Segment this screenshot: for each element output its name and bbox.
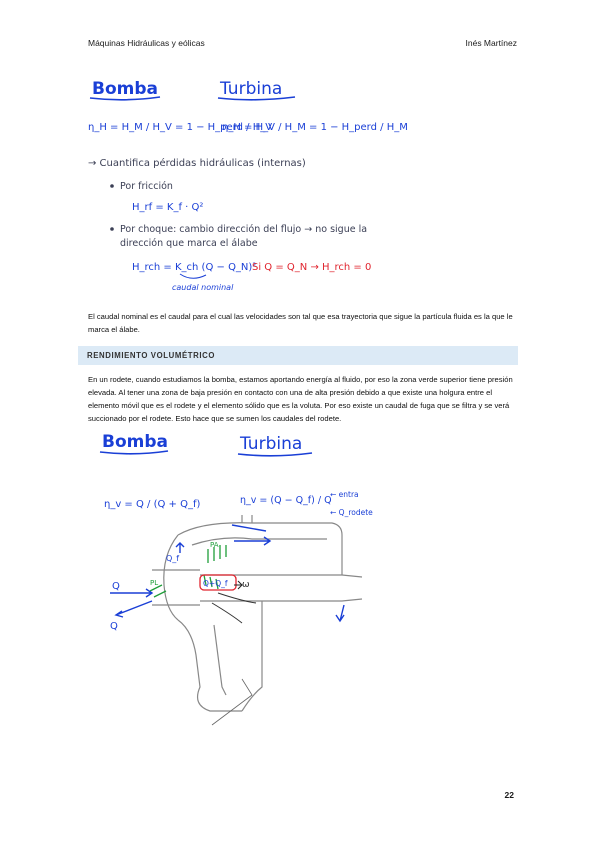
friction-bullet: Por fricción bbox=[120, 181, 173, 192]
eq-shock: H_rch = K_ch (Q − Q_N)² bbox=[132, 262, 257, 273]
header-title: Máquinas Hidráulicas y eólicas bbox=[88, 38, 205, 48]
label-high-pressure: PA bbox=[210, 541, 219, 549]
label-entra: ← entra bbox=[330, 490, 359, 499]
eq-nominal-condition: Si Q = Q_N → H_rch = 0 bbox=[252, 262, 372, 273]
header-author: Inés Martínez bbox=[465, 38, 517, 48]
label-inlet-flow: Q bbox=[112, 581, 120, 592]
nominal-flow-note: caudal nominal bbox=[172, 283, 234, 292]
leader-line bbox=[212, 679, 252, 725]
eq-turbina-volumetric: η_v = (Q − Q_f) / Q bbox=[240, 495, 332, 506]
losses-note: → Cuantifica pérdidas hidráulicas (internas) bbox=[88, 158, 306, 169]
label-angular-velocity: ω bbox=[242, 580, 250, 590]
high-pressure-zone-marks bbox=[150, 545, 226, 597]
underbrace bbox=[180, 274, 206, 278]
section-header bbox=[78, 346, 518, 365]
impeller-vane bbox=[212, 603, 242, 623]
label-leak-flow: Q_f bbox=[166, 554, 180, 563]
turbina-title: Turbina bbox=[220, 79, 283, 99]
bomba-title: Bomba bbox=[102, 432, 168, 452]
label-impeller-flow: Q+Q_f bbox=[203, 579, 228, 588]
label-outlet-flow: Q bbox=[110, 621, 118, 632]
paragraph-volumetric: En un rodete, cuando estudiamos la bomba, estamos aportando energía al fluido, por eso la zona verde superior tiene presión elevada. Al tener una zona de baja presión en contacto con una de alta presión debido a que existe una holgura entre el elemento móvil que es el rodete y el elemento sólido que es la voluta. Por eso existe un caudal de fuga que se filtra y se verá succionado por el rodete. Esto hace que se sumen los caudales del rodete. bbox=[88, 375, 513, 423]
eq-bomba-volumetric: η_v = Q / (Q + Q_f) bbox=[104, 499, 201, 510]
bullet-dot bbox=[110, 184, 114, 188]
paragraph-nominal-flow: El caudal nominal es el caudal para el cual las velocidades son tal que esa trayectoria que sigue la partícula fluida es la que le marca el álabe. bbox=[88, 312, 513, 334]
hydraulic-efficiency-notes bbox=[80, 68, 520, 298]
label-low-pressure: PL bbox=[150, 579, 159, 587]
eq-turbina-efficiency: η_H = H_V / H_M = 1 − H_perd / H_M bbox=[222, 122, 408, 133]
bomba-title: Bomba bbox=[92, 79, 158, 99]
section-title: RENDIMIENTO VOLUMÉTRICO bbox=[87, 351, 216, 360]
shock-bullet-line2: dirección que marca el álabe bbox=[120, 238, 258, 249]
bullet-dot bbox=[110, 227, 114, 231]
pump-casing-drawing bbox=[152, 515, 362, 711]
shock-bullet-line1: Por choque: cambio dirección del flujo → no sigue la bbox=[120, 224, 368, 235]
page-number: 22 bbox=[504, 790, 514, 800]
turbina-title: Turbina bbox=[240, 434, 303, 454]
eq-bomba-efficiency: η_H = H_M / H_V = 1 − H_perd / H_V bbox=[88, 122, 273, 133]
label-rodete: ← Q_rodete bbox=[330, 508, 373, 517]
volumetric-efficiency-sketch bbox=[92, 425, 422, 765]
eq-friction: H_rf = K_f · Q² bbox=[132, 202, 204, 213]
